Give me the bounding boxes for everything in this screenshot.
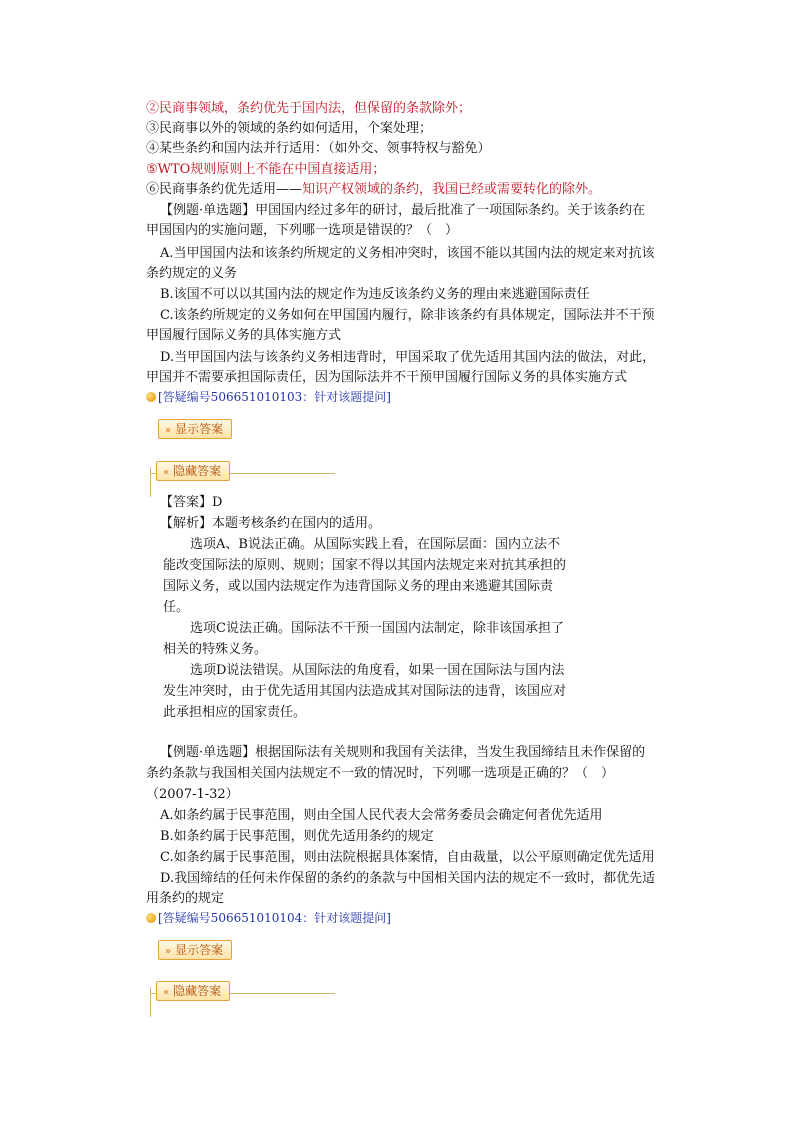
q1-option-a-line1: A.当甲国国内法和该条约所规定的义务相冲突时，该国不能以其国内法的规定来对抗该: [160, 246, 655, 261]
q1-stem-line2: 甲国国内的实施问题，下列哪一选项是错误的？（ ）: [146, 223, 459, 238]
q1-explanation-line: 选项A、B说法正确。从国际实践上看，在国际层面：国内立法不: [190, 537, 560, 552]
rule-item-4: ④某些条约和国内法并行适用：（如外交、领事特权与豁免）: [146, 141, 491, 156]
q2-option-c: C.如条约属于民事范围，则由法院根据具体案情，自由裁量，以公平原则确定优先适用: [160, 850, 655, 865]
q2-hide-answer-bar: [150, 981, 340, 1021]
q1-explanation-line: 能改变国际法的原则、规则；国家不得以其国内法规定来对抗其承担的: [163, 558, 567, 573]
q1-ask-label: [答疑编号506651010103：针对该题提问]: [158, 390, 391, 404]
q2-hide-answer-label: 隐藏答案: [173, 984, 222, 998]
q2-option-a: A.如条约属于民事范围，则由全国人民代表大会常务委员会确定何者优先适用: [160, 808, 603, 823]
chevron-double-up-icon: «: [163, 467, 170, 478]
rule-item-5: ⑤WTO规则原则上不能在中国直接适用；: [146, 162, 386, 177]
q2-hide-answer-button[interactable]: [156, 981, 230, 1001]
q1-show-answer-label: 显示答案: [175, 422, 224, 436]
bar-vertical-line: [150, 467, 151, 497]
q1-explanation-line: 选项D说法错误。从国际法的角度看，如果一国在国际法与国内法: [190, 663, 565, 678]
chevron-double-right-icon: »: [165, 946, 172, 957]
q1-option-c-line2: 甲国履行国际义务的具体实施方式: [146, 328, 342, 343]
q1-option-c-line1: C.该条约所规定的义务如何在甲国国内履行，除非该条约有具体规定，国际法并不干预: [160, 308, 655, 323]
q2-show-answer-button[interactable]: [158, 940, 232, 960]
q1-stem-line1: 【例题·单选题】甲国国内经过多年的研讨，最后批准了一项国际条约。关于该条约在: [160, 203, 646, 218]
q2-option-b: B.如条约属于民事范围，则优先适用条约的规定: [160, 829, 434, 844]
q2-option-d-line2: 用条约的规定: [146, 891, 225, 906]
q1-explanation-line: 发生冲突时，由于优先适用其国内法造成其对国际法的违背，该国应对: [163, 684, 567, 699]
q1-option-b: B.该国不可以以其国内法的规定作为违反该条约义务的理由来逃避国际责任: [160, 287, 590, 302]
q1-explanation-line: 任。: [163, 600, 190, 615]
rule-item-3: ③民商事以外的领域的条约如何适用，个案处理；: [146, 121, 433, 136]
chevron-double-up-icon: «: [163, 987, 170, 998]
q1-analysis-title: 【解析】本题考核条约在国内的适用。: [160, 516, 382, 531]
rule-item-6-prefix: ⑥民商事条约优先适用——: [146, 182, 303, 197]
q1-option-a-line2: 条约规定的义务: [146, 266, 238, 281]
rule-item-6: [146, 180, 601, 200]
q1-option-d-line1: D.当甲国国内法与该条约义务相违背时，甲国采取了优先适用其国内法的做法，对此，: [160, 350, 656, 365]
q2-stem-line1: 【例题·单选题】根据国际法有关规则和我国有关法律，当发生我国缔结且未作保留的: [160, 745, 646, 760]
q1-show-answer-button[interactable]: [158, 419, 232, 439]
bar-vertical-line: [150, 987, 151, 1017]
q1-ask-link[interactable]: [146, 388, 391, 406]
q2-ask-link[interactable]: [146, 909, 391, 927]
q1-hide-answer-button[interactable]: [156, 461, 230, 481]
q1-hide-answer-label: 隐藏答案: [173, 464, 222, 478]
q2-stem-line2: 条约条款与我国相关国内法规定不一致的情况时，下列哪一选项是正确的？（ ）: [146, 766, 615, 781]
q2-stem-line3: （2007-1-32）: [146, 787, 239, 802]
rule-item-6-highlight: 知识产权领域的条约，我国已经或需要转化的除外。: [302, 182, 602, 197]
q1-explanation-line: 选项C说法正确。国际法不干预一国国内法制定，除非该国承担了: [190, 621, 564, 636]
question-bubble-icon: [146, 392, 156, 402]
q1-explanation-line: 此承担相应的国家责任。: [163, 705, 307, 720]
q1-option-d-line2: 甲国并不需要承担国际责任，因为国际法并不干预甲国履行国际义务的具体实施方式: [146, 370, 628, 385]
rule-item-2: ②民商事领域，条约优先于国内法，但保留的条款除外；: [146, 101, 472, 116]
q1-explanation-line: 国际义务，或以国内法规定作为违背国际义务的理由来逃避其国际责: [163, 579, 554, 594]
question-bubble-icon: [146, 913, 156, 923]
q1-answer: 【答案】D: [160, 495, 223, 510]
q2-option-d-line1: D.我国缔结的任何未作保留的条约的条款与中国相关国内法的规定不一致时，都优先适: [160, 871, 656, 886]
q1-explanation-line: 相关的特殊义务。: [163, 642, 268, 657]
q2-ask-label: [答疑编号506651010104：针对该题提问]: [158, 911, 391, 925]
q2-show-answer-label: 显示答案: [175, 943, 224, 957]
chevron-double-right-icon: »: [165, 425, 172, 436]
